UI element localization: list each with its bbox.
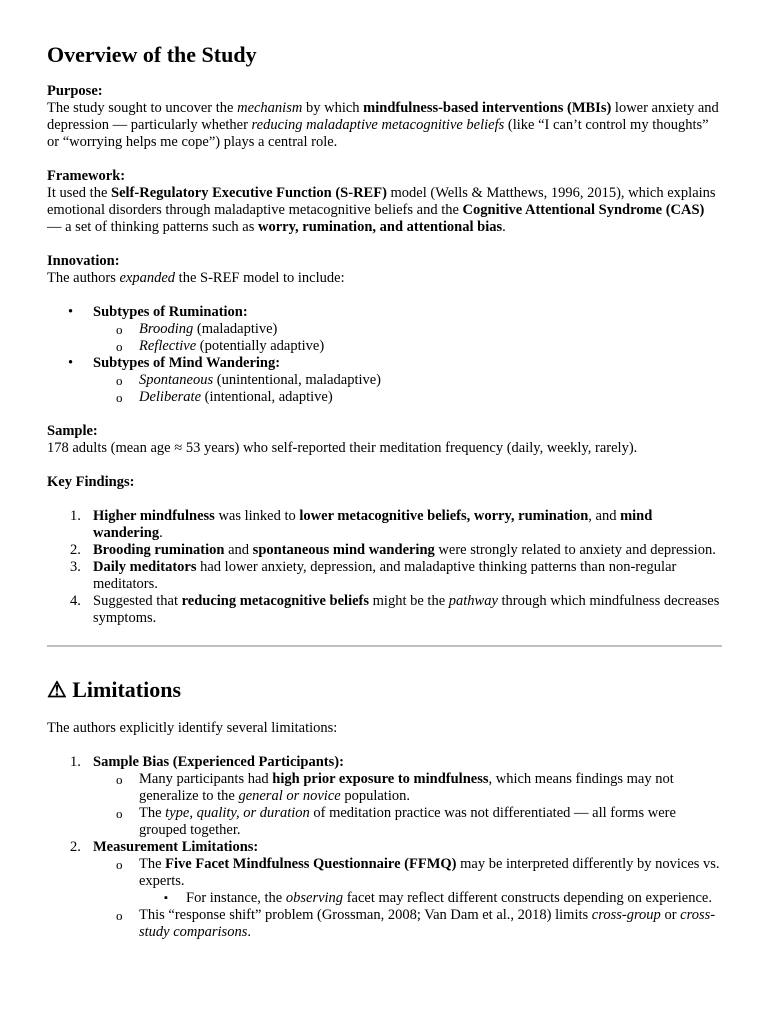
innovation-list [47,304,722,406]
list-number: 1. [70,508,81,524]
text: model (Wells & Matthews, 1996, 2015), which explains emotional disorders through maladaptive metacognitive beliefs and the [47,185,716,218]
list-item [139,321,722,338]
list-number: 2. [70,542,81,558]
list-item [93,304,722,355]
list-item [139,805,722,839]
text: The authors [47,270,120,286]
limitations-title: Limitations [72,677,182,702]
text: . [247,924,251,940]
findings-list [47,508,722,627]
sub-list [93,771,722,839]
text: The study sought to uncover the [47,100,238,116]
text: The [139,805,166,821]
text: (unintentional, maladaptive) [213,372,382,388]
framework-paragraph [47,185,722,236]
text: Higher mindfulness [93,508,215,524]
text: Deliberate [139,389,202,405]
framework-section [47,168,722,236]
text: mind wandering [93,508,653,541]
text: general or novice [238,788,341,804]
sample-section [47,423,722,457]
purpose-section [47,83,722,151]
limitations-list [47,754,722,941]
purpose-label: Purpose: [47,83,103,99]
limitations-heading [47,676,722,704]
text: pathway [448,593,498,609]
text: by which [302,100,364,116]
list-number: 3. [70,559,81,575]
text: reducing maladaptive metacognitive beliefs [251,117,505,133]
text: worry, rumination, and attentional bias [258,219,503,235]
text: This “response shift” problem (Grossman, 2008; Van Dam et al., 2018) limits [139,907,592,923]
text: . [502,219,506,235]
text: of meditation practice was not differentiated — all forms were grouped together. [139,805,676,838]
list-item [70,559,722,593]
text: expanded [119,270,176,286]
text: mechanism [237,100,303,116]
text: . [159,525,163,541]
list-item [139,856,722,907]
sample-label: Sample: [47,423,98,439]
sub-sub-list [139,890,722,907]
list-number: 1. [70,754,81,770]
list-item [186,890,722,907]
text: , which means findings may not generalize to the [139,771,674,804]
sub-list [93,856,722,941]
text: through which mindfulness decreases symptoms. [93,593,720,626]
text: spontaneous mind wandering [252,542,435,558]
list-item [139,907,722,941]
text: Brooding [139,321,194,337]
text: may be interpreted differently by novices vs. experts. [139,856,720,889]
sub-list [93,372,722,406]
innovation-label: Innovation: [47,253,120,269]
text: (potentially adaptive) [196,338,325,354]
text: (maladaptive) [193,321,278,337]
text: and [224,542,253,558]
list-item [139,389,722,406]
text: the S-REF model to include: [175,270,345,286]
warning-icon: ⚠ [47,677,67,702]
innovation-paragraph [47,270,722,287]
page-title: Overview of the Study [47,42,257,67]
findings-label: Key Findings: [47,474,135,490]
innovation-section [47,253,722,406]
list-item-label: Measurement Limitations: [93,839,259,855]
list-item-label: Sample Bias (Experienced Participants): [93,754,344,770]
text: (intentional, adaptive) [201,389,333,405]
text: Cognitive Attentional Syndrome (CAS) [462,202,705,218]
list-item [93,355,722,406]
text: reducing metacognitive beliefs [181,593,370,609]
text: were strongly related to anxiety and depression. [434,542,716,558]
text: lower metacognitive beliefs, worry, rumination [299,508,589,524]
text: cross-group [591,907,661,923]
text: Reflective [139,338,197,354]
list-item-label: Subtypes of Mind Wandering: [93,355,281,371]
text: Many participants had [139,771,273,787]
text: For instance, the [186,890,286,906]
text: or [660,907,681,923]
text: had lower anxiety, depression, and maladaptive thinking patterns than non-regular meditators. [93,559,677,592]
list-item [70,593,722,627]
sample-paragraph: 178 adults (mean age ≈ 53 years) who self-reported their meditation frequency (daily, weekly, rarely). [47,440,638,456]
text: mindfulness-based interventions (MBIs) [363,100,612,116]
text: cross-study comparisons [139,907,716,940]
text: lower anxiety and depression — particularly whether [47,100,719,133]
text: Five Facet Mindfulness Questionnaire (FFMQ) [165,856,457,872]
list-item [70,508,722,542]
text: It used the [47,185,112,201]
text: type, quality, or duration [165,805,310,821]
text: was linked to [214,508,300,524]
framework-label: Framework: [47,168,126,184]
text: might be the [369,593,449,609]
list-item [70,754,722,839]
text: facet may reflect different constructs depending on experience. [343,890,712,906]
list-item [139,372,722,389]
text: (like “I can’t control my thoughts” or “worrying helps me cope”) plays a central role. [47,117,709,150]
findings-section [47,474,722,627]
list-number: 2. [70,839,81,855]
list-item [139,771,722,805]
list-item [139,338,722,355]
limitations-intro: The authors explicitly identify several limitations: [47,720,338,736]
text: Self-Regulatory Executive Function (S-REF) [111,185,387,201]
text: observing [285,890,344,906]
text: Spontaneous [139,372,214,388]
text: Brooding rumination [93,542,225,558]
list-item-label: Subtypes of Rumination: [93,304,248,320]
list-item [70,839,722,941]
sub-list [93,321,722,355]
text: Daily meditators [93,559,197,575]
list-item [70,542,722,559]
text: Suggested that [93,593,182,609]
text: — a set of thinking patterns such as [47,219,259,235]
list-number: 4. [70,593,81,609]
text: high prior exposure to mindfulness [272,771,489,787]
text: The [139,856,166,872]
text: population. [340,788,410,804]
text: , and [588,508,621,524]
purpose-paragraph [47,100,722,151]
section-divider [47,645,722,647]
